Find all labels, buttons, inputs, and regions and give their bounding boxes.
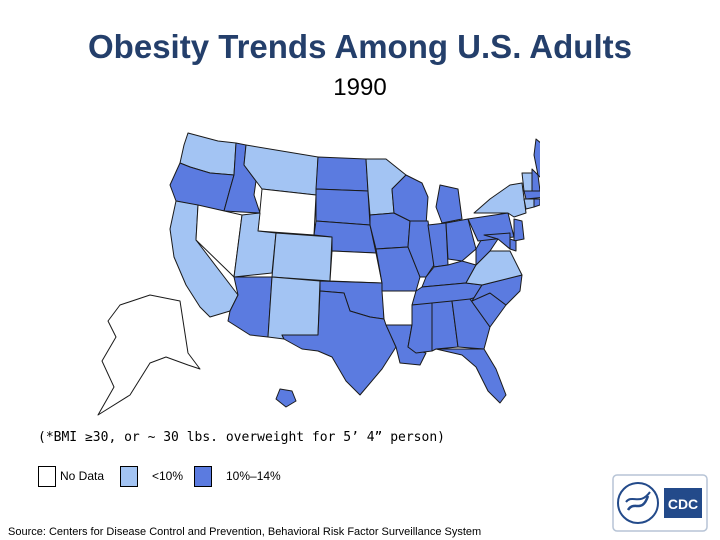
state-wy <box>258 189 316 235</box>
legend-label-10-14: 10%–14% <box>226 469 281 483</box>
state-ks <box>330 251 382 283</box>
state-ri <box>534 199 540 207</box>
map-year: 1990 <box>333 74 387 101</box>
state-ak <box>98 295 200 415</box>
map-title: Obesity Trends Among U.S. Adults <box>88 28 632 65</box>
state-nj <box>514 219 524 241</box>
state-nd <box>316 157 368 191</box>
state-fl <box>436 349 506 403</box>
cdc-logo <box>612 474 708 532</box>
state-ar <box>382 291 416 325</box>
state-ms <box>408 303 432 353</box>
state-hi <box>276 389 296 407</box>
state-co <box>272 233 332 281</box>
cdc-logo-text: CDC <box>667 496 699 512</box>
state-nm <box>268 277 320 339</box>
state-ma <box>524 191 540 199</box>
hhs-seal-icon <box>618 483 658 523</box>
state-az <box>228 277 272 337</box>
state-ny <box>474 183 526 217</box>
source-note: Source: Centers for Disease Control and Prevention, Behavioral Risk Factor Surveillance System <box>8 526 482 538</box>
legend-swatch-no-data <box>38 466 56 487</box>
legend-label-no-data: No Data <box>60 469 105 483</box>
state-mi <box>436 185 462 223</box>
state-sd <box>316 189 370 225</box>
state-de <box>510 239 516 251</box>
legend-label-lt10: <10% <box>152 469 184 483</box>
state-ct <box>524 199 534 209</box>
legend-swatch-lt10 <box>120 466 138 487</box>
us-states-map <box>70 125 540 420</box>
state-vt <box>522 173 532 191</box>
footnote: (*BMI ≥30, or ~ 30 lbs. overweight for 5’ 4” person) <box>38 430 445 445</box>
legend-swatch-10-14 <box>194 466 212 487</box>
